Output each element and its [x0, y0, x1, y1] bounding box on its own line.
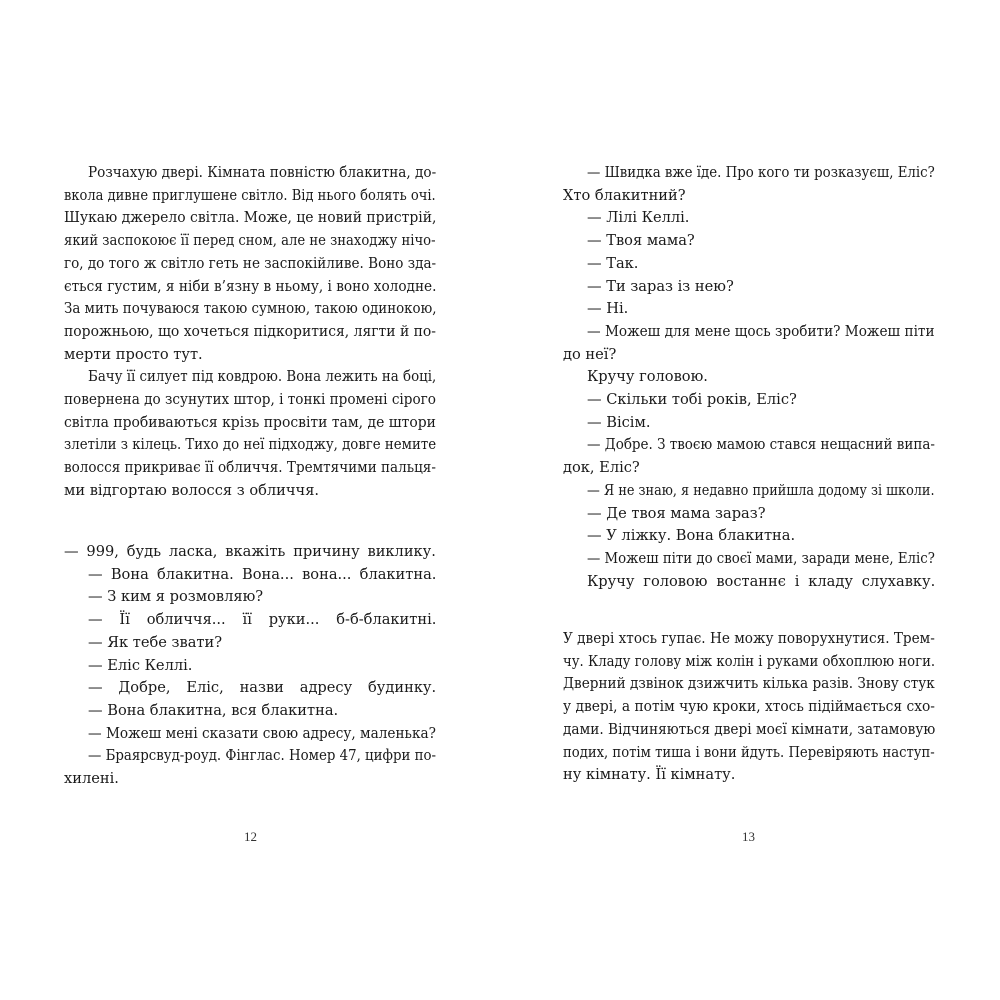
text-line: — Ти зараз із нею? — [587, 277, 734, 295]
text-line: За мить почуваюся такою сумною, такою одинокою, — [64, 300, 437, 318]
text-line: хилені. — [64, 770, 119, 787]
text-line: У двері хтось гупає. Не можу поворухнутися. Трем- — [563, 630, 935, 647]
text-line: порожньою, що хочеться підкоритися, лягти й по- — [64, 322, 437, 340]
text-line: — Скільки тобі років, Еліс? — [587, 391, 797, 408]
text-line: — У ліжку. Вона блакитна. — [587, 527, 796, 545]
text-line: го, до того ж світло геть не заспокійливе. Воно зда- — [64, 254, 437, 272]
text-line: — Можеш мені сказати свою адресу, маленька? — [88, 724, 436, 742]
left-page-number: 12 — [244, 829, 257, 844]
text-line: — Можеш для мене щось зробити? Можеш піти — [587, 322, 935, 340]
text-line: — Можеш піти до своєї мами, заради мене, Еліс? — [587, 549, 935, 567]
text-line: вкола дивне приглушене світло. Від нього болять очі. — [64, 186, 436, 204]
text-line: — З ким я розмовляю? — [88, 588, 264, 606]
text-line: повернена до зсунутих штор, і тонкі промені сірого — [64, 391, 436, 408]
text-line: Бачу її силует під ковдрою. Вона лежить на боці, — [88, 368, 437, 386]
text-line: — 999, будь ласка, вкажіть причину виклику. — [64, 543, 436, 560]
text-line: — Лілі Келлі. — [587, 209, 690, 227]
text-line: Розчахую двері. Кімната повністю блакитна, до- — [88, 164, 437, 181]
text-line: у двері, а потім чую кроки, хтось підіймається схо- — [563, 698, 935, 716]
text-line: подих, потім тиша і вони йдуть. Перевіряють наступ- — [563, 743, 935, 761]
text-line: Дверний дзвінок дзижчить кілька разів. Знову стук — [563, 675, 935, 693]
text-line: — Як тебе звати? — [88, 633, 223, 651]
text-line: — Браярсвуд-роуд. Фінглас. Номер 47, цифри по- — [88, 747, 437, 765]
text-line: ну кімнату. Її кімнату. — [563, 766, 736, 784]
text-line: який заспокоює її перед сном, але не знаходжу нічо- — [64, 232, 436, 250]
text-line: злетіли з кілець. Тихо до неї підходжу, довге немите — [64, 436, 437, 454]
text-line: док, Еліс? — [563, 459, 640, 477]
text-line: Кручу головою востаннє і кладу слухавку. — [587, 572, 936, 590]
text-line: — Ні. — [587, 300, 629, 318]
text-line: чу. Кладу голову між колін і руками обхоплюю ноги. — [563, 652, 936, 670]
text-line: — Вона блакитна. Вона... вона... блакитна. — [88, 565, 437, 583]
text-line: — Швидка вже їде. Про кого ти розказуєш, Еліс? — [587, 164, 935, 181]
text-line: ється густим, я ніби в’язну в ньому, і воно холодне. — [64, 277, 437, 295]
text-line: — Добре. З твоєю мамою стався нещасний випа- — [587, 436, 935, 454]
text-line: — Де твоя мама зараз? — [587, 504, 766, 522]
text-line: ми відгортаю волосся з обличчя. — [64, 481, 320, 499]
text-line: світла пробиваються крізь просвіти там, де штори — [64, 413, 436, 431]
text-line: — Вона блакитна, вся блакитна. — [88, 701, 339, 719]
text-line: до неї? — [563, 345, 617, 363]
text-line: — Так. — [587, 254, 639, 272]
text-line: — Еліс Келлі. — [88, 656, 193, 674]
text-line: — Твоя мама? — [587, 232, 695, 250]
text-line: Кручу головою. — [587, 368, 708, 386]
text-line: Хто блакитний? — [563, 186, 686, 204]
text-line: — Я не знаю, я недавно прийшла додому зі школи. — [587, 481, 935, 499]
text-line: волосся прикриває її обличчя. Тремтячими пальця- — [64, 459, 436, 477]
text-line: мерти просто тут. — [64, 345, 203, 363]
text-line: дами. Відчиняються двері моєї кімнати, затамовую — [563, 720, 936, 738]
text-line: Шукаю джерело світла. Може, це новий пристрій, — [64, 209, 437, 227]
text-line: — Її обличчя... її руки... б-б-блакитні. — [88, 611, 437, 629]
text-line: — Вісім. — [587, 413, 651, 431]
right-page-number: 13 — [742, 829, 755, 844]
text-line: — Добре, Еліс, назви адресу будинку. — [88, 679, 437, 697]
